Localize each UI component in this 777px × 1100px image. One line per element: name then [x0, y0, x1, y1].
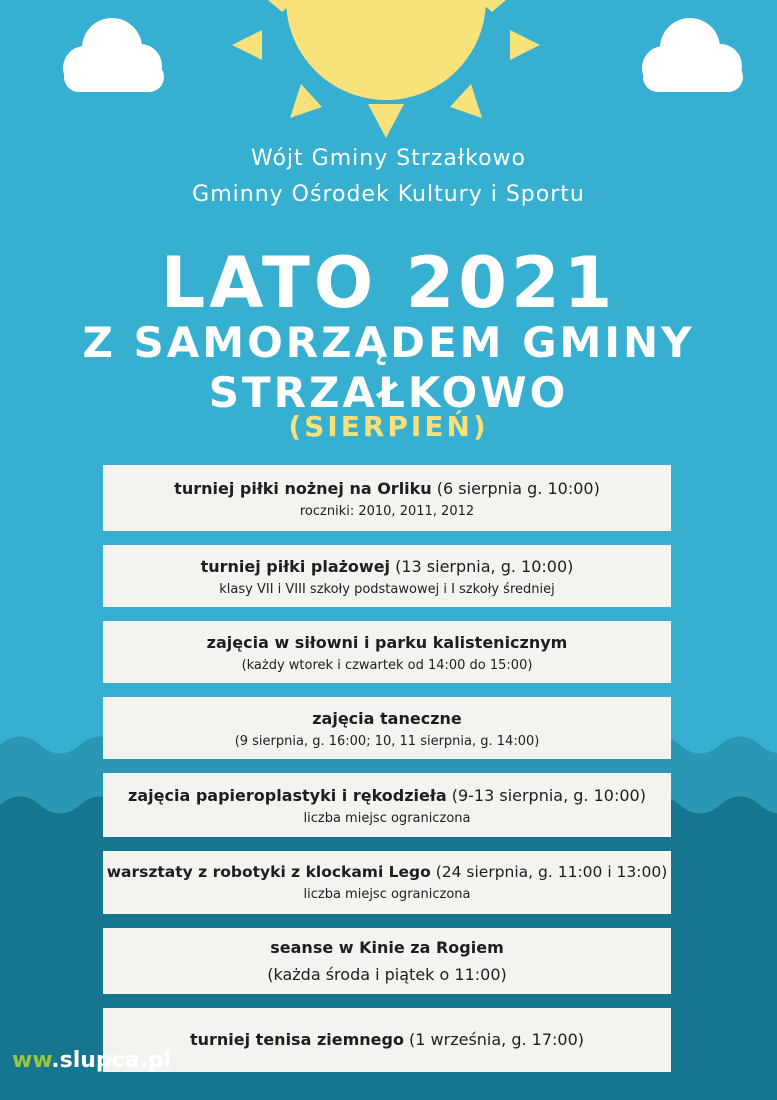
event-note: liczba miejsc ograniczona [303, 811, 471, 826]
organizer-line-2: Gminny Ośrodek Kultury i Sportu [192, 182, 585, 207]
event-card [103, 697, 671, 759]
event-when: (24 sierpnia, g. 11:00 i 13:00) [430, 863, 668, 881]
event-title: turniej piłki nożnej na Orliku [174, 479, 432, 498]
subtitle-line-2: STRZAŁKOWO [208, 368, 569, 417]
page-title: LATO 2021 [160, 242, 617, 324]
event-when: (6 sierpnia g. 10:00) [431, 479, 600, 498]
organizer-line-1: Wójt Gminy Strzałkowo [251, 146, 526, 171]
event-title: zajęcia taneczne [312, 709, 462, 728]
site-logo[interactable] [12, 1048, 171, 1073]
event-note: (9 sierpnia, g. 16:00; 10, 11 sierpnia, g. 14:00) [234, 734, 540, 749]
event-when: (13 sierpnia, g. 10:00) [390, 557, 574, 576]
event-when: (9-13 sierpnia, g. 10:00) [446, 786, 646, 805]
page-subtitle [0, 318, 777, 418]
subtitle-line-1: Z SAMORZĄDEM GMINY [82, 318, 695, 367]
event-card [103, 928, 671, 994]
event-title: warsztaty z robotyki z klockami Lego [106, 863, 431, 881]
event-note: (każdy wtorek i czwartek od 14:00 do 15:00) [241, 658, 533, 673]
event-card [103, 465, 671, 531]
event-card [103, 621, 671, 683]
event-note: liczba miejsc ograniczona [303, 887, 471, 902]
event-note: klasy VII i VIII szkoły podstawowej i I szkoły średniej [219, 582, 555, 597]
event-title: turniej piłki plażowej [200, 557, 391, 576]
month-label: (SIERPIEŃ) [288, 410, 489, 443]
event-title: zajęcia w siłowni i parku kalistenicznym [206, 633, 568, 652]
logo-mark: ww [12, 1048, 52, 1073]
event-note: roczniki: 2010, 2011, 2012 [299, 504, 475, 519]
event-when: (1 września, g. 17:00) [403, 1030, 585, 1049]
event-card [103, 545, 671, 607]
event-card [103, 1008, 671, 1072]
event-title: zajęcia papieroplastyki i rękodzieła [128, 786, 447, 805]
event-title: turniej tenisa ziemnego [189, 1030, 404, 1049]
logo-text: .slupca.pl [51, 1048, 172, 1073]
event-title: seanse w Kinie za Rogiem [270, 938, 504, 957]
event-note: (każda środa i piątek o 11:00) [267, 965, 507, 984]
event-card [103, 773, 671, 837]
event-card [103, 851, 671, 914]
